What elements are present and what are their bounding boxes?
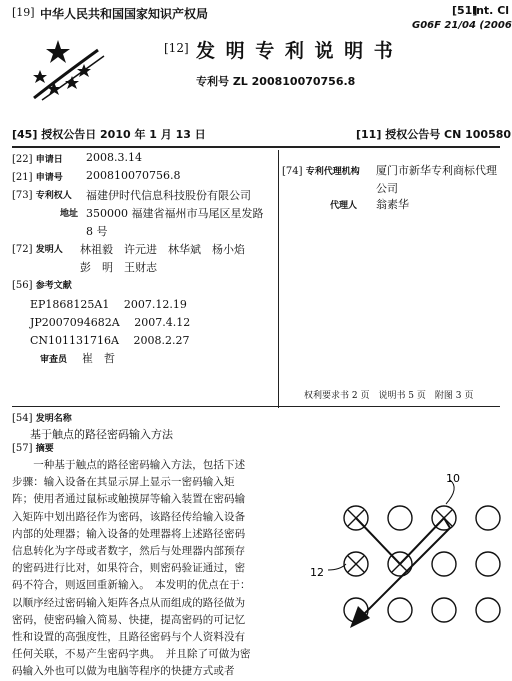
national-emblem-icon [28,36,108,104]
biblio-row: [72] 发明人 [12,244,63,255]
matrix-node [388,598,412,622]
abstract-line: 任何关联，不易产生密码字典。 并且除了可做为密 [12,648,251,661]
patentee: 福建伊时代信息科技股份有限公司 [86,189,251,202]
grant-number: [11] 授权公告号 CN 100580 [356,128,512,141]
abstract-line: 步骤：输入设备在其显示屏上显示一密码输入矩 [12,476,235,489]
biblio-row: [22] 申请日 [12,154,63,165]
abstract-text [12,457,274,681]
matrix-node [476,552,500,576]
code-19: [19] [12,6,35,19]
reference-item: JP2007094682A 2007.4.12 [30,316,191,329]
intcl-label: Int. Cl [472,4,510,17]
reference-item: CN101131716A 2008.2.27 [30,334,190,347]
agent-label: 代理人 [330,201,358,211]
inventors: 林祖毅 许元进 林华斌 杨小焰 [80,243,245,256]
code-12: [12] [164,41,189,55]
abstract-line: 码输入外也可以做为电脑等程序的快捷方式或者 [12,665,235,678]
column-divider [278,150,279,408]
agent: 翁素华 [376,198,409,211]
invention-title: 基于触点的路径密码输入方法 [30,428,173,441]
matrix-node [476,598,500,622]
code-51: [51] [452,4,478,17]
abstract-line: 性和设置的高强度性，且路径密码与个人资料没有 [12,631,246,644]
abstract-line: 的密码进行比对，如果符合，则密码验证通过，密 [12,562,246,575]
office-name: 中华人民共和国国家知识产权局 [40,7,209,21]
intcl-value: G06F 21/04 (2006 [412,20,512,31]
top-rule [12,146,500,148]
matrix-node [388,506,412,530]
matrix-node [432,552,456,576]
examiner: 崔 哲 [82,352,115,365]
abstract-line: 信息转化为字母或者数字，然后与处理器内部预存 [12,545,246,558]
abstract-line: 码不符合，则返回重新输入。 本发明的优点在于： [12,579,251,592]
agency-row: [74] 专利代理机构 [282,166,360,177]
invention-title-label: [54] 发明名称 [12,413,72,424]
abstract-line: 阵；使用者通过鼠标或触摸屏等输入装置在密码输 [12,493,246,506]
abstract-line: 以顺序经过密码输入矩阵各点从而组成的路径做为 [12,596,246,609]
inventors-cont: 彭 明 王财志 [80,261,157,274]
figure-label-12: 12 [310,566,324,579]
biblio-row: [73] 专利权人 [12,190,72,201]
examiner-label: 审查员 [40,355,68,365]
matrix-node [476,506,500,530]
address-label: 地址 [60,209,79,219]
abstract-line: 入矩阵中划出路径作为密码，该路径传给输入设备 [12,510,246,523]
application-number: 200810070756.8 [86,169,181,182]
document-type: 发 明 专 利 说 明 书 [196,40,395,62]
mid-rule [12,406,500,407]
grant-date: [45] 授权公告日 2010 年 1 月 13 日 [12,128,206,141]
figure-label-10: 10 [446,472,460,485]
address: 350000 福建省福州市马尾区星发路 [86,207,264,220]
agency-cont: 公司 [376,182,398,195]
matrix-node [432,598,456,622]
application-date: 2008.3.14 [86,151,142,164]
abstract-label: [57] 摘要 [12,443,54,454]
abstract-line: 密码，使密码输入简易、快捷，提高密码的可记忆 [12,613,246,626]
biblio-row: [21] 申请号 [12,172,63,183]
abstract-line: 内部的处理器；输入设备的处理器将上述路径密码 [12,527,246,540]
address-cont: 8 号 [86,225,108,238]
abstract-line: 一种基于触点的路径密码输入方法，包括下述 [12,459,246,471]
patent-number: 专利号 ZL 200810070756.8 [196,75,356,88]
agency: 厦门市新华专利商标代理 [376,164,497,177]
reference-item: EP1868125A1 2007.12.19 [30,298,187,311]
biblio-row: [56] 参考文献 [12,280,72,291]
pages-info: 权利要求书 2 页 说明书 5 页 附图 3 页 [304,391,474,401]
password-matrix-figure [300,470,500,647]
